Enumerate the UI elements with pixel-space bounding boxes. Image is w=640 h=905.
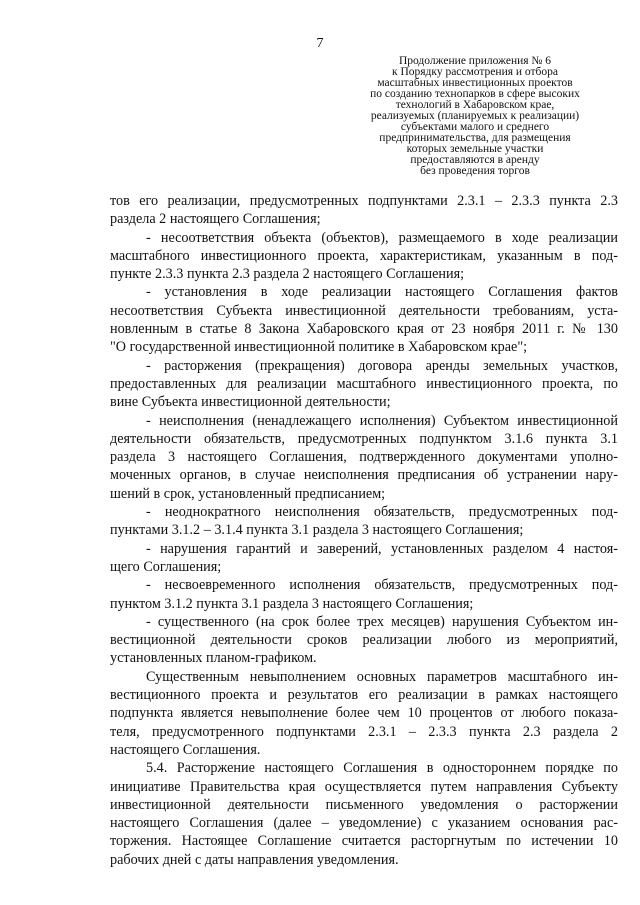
appendix-header-line: технологий в Хабаровском крае, — [395, 99, 555, 111]
paragraph-line: настоящего Соглашения (далее – уведомление) с указанием основания рас- — [110, 815, 618, 832]
paragraph-line: инициативе Правительства края осуществляется путем направления Субъекту — [110, 778, 618, 795]
paragraph-line: подпункта является невыполнение более чем 10 процентов от любого показа- — [110, 705, 618, 722]
appendix-header-line: предпринимательства, для размещения — [379, 132, 571, 144]
paragraph-line: торжения. Настоящее Соглашение считается расторгнутым по истечении 10 — [110, 833, 618, 850]
appendix-header-line: предоставляются в аренду — [410, 154, 540, 166]
appendix-header — [355, 56, 595, 177]
paragraph-line: пунктом 3.1.2 пункта 3.1 раздела 3 настоящего Соглашения; — [110, 595, 474, 612]
appendix-header-line: без проведения торгов — [420, 165, 530, 177]
paragraph-line: - установления в ходе реализации настоящего Соглашения фактов — [146, 284, 618, 301]
appendix-header-line: по созданию технопарков в сфере высоких — [370, 88, 580, 100]
paragraph-line: "О государственной инвестиционной политике в Хабаровском крае"; — [110, 339, 528, 356]
paragraph-line: масштабного инвестиционного проекта, характеристикам, указанным в под- — [110, 247, 618, 264]
document-body — [110, 192, 618, 869]
paragraph-line: шений в срок, установленный предписанием; — [110, 485, 386, 502]
appendix-header-line: реализуемых (планируемых к реализации) — [370, 110, 580, 122]
paragraph-line: вине Субъекта инвестиционной деятельности; — [110, 394, 391, 411]
paragraph-line: пунктами 3.1.2 – 3.1.4 пункта 3.1 раздела 3 настоящего Соглашения; — [110, 522, 524, 539]
paragraph-line: установленных планом-графиком. — [110, 650, 317, 667]
paragraph-line: вестиционной деятельности сроков реализации любого из мероприятий, — [110, 632, 618, 649]
paragraph-line: раздела 2 настоящего Соглашения; — [110, 211, 321, 228]
appendix-header-line: масштабных инвестиционных проектов — [377, 77, 573, 89]
paragraph-line: - несоответствия объекта (объектов), размещаемого в ходе реализации — [146, 229, 618, 246]
paragraph-line: теля, предусмотренного подпунктами 2.3.1 – 2.3.3 пункта 2.3 раздела 2 — [110, 723, 618, 740]
appendix-header-line: к Порядку рассмотрения и отбора — [392, 66, 558, 78]
paragraph-line: предоставленных для реализации масштабного инвестиционного проекта, по — [110, 375, 618, 392]
appendix-header-line: Продолжение приложения № 6 — [398, 55, 552, 67]
paragraph-line: щего Соглашения; — [110, 558, 222, 575]
paragraph-line: инвестиционной деятельности письменного уведомления о расторжении — [110, 796, 618, 813]
paragraph-line: настоящего Соглашения. — [110, 741, 261, 758]
paragraph-line: - существенного (на срок более трех месяцев) нарушения Субъектом ин- — [146, 613, 618, 630]
paragraph-line: новленным в статье 8 Закона Хабаровского края от 23 ноября 2011 г. № 130 — [110, 321, 618, 338]
paragraph-line: - неисполнения (ненадлежащего исполнения) Субъектом инвестиционной — [146, 412, 618, 429]
paragraph-line: вестиционного проекта и результатов его реализации в рамках настоящего — [110, 687, 618, 704]
page-number: 7 — [316, 36, 324, 51]
paragraph-line: - несвоевременного исполнения обязательств, предусмотренных под- — [146, 577, 618, 594]
paragraph-line: 5.4. Расторжение настоящего Соглашения в одностороннем порядке по — [146, 760, 618, 777]
appendix-header-line: которых земельные участки — [406, 143, 544, 155]
paragraph-line: - расторжения (прекращения) договора аренды земельных участков, — [146, 357, 618, 374]
paragraph-line: пункте 2.3.3 пункта 2.3 раздела 2 настоящего Соглашения; — [110, 266, 465, 283]
paragraph-line: тов его реализации, предусмотренных подпунктами 2.3.1 – 2.3.3 пункта 2.3 — [110, 193, 618, 209]
paragraph-line: раздела 3 настоящего Соглашения, подтвержденного документами уполно- — [110, 449, 618, 466]
paragraph-line: - неоднократного неисполнения обязательств, предусмотренных под- — [146, 504, 618, 521]
paragraph-line: деятельности обязательств, предусмотренных подпунктом 3.1.6 пункта 3.1 — [110, 430, 618, 447]
paragraph-line: - нарушения гарантий и заверений, установленных разделом 4 настоя- — [146, 540, 618, 557]
paragraph-line: Существенным невыполнением основных параметров масштабного ин- — [146, 668, 618, 685]
paragraph-line: рабочих дней с даты направления уведомления. — [110, 851, 399, 868]
paragraph-line: моченных органов, в случае неисполнения предписания об устранении нару- — [110, 467, 618, 484]
paragraph-line: несоответствия Субъекта инвестиционной деятельности требованиям, уста- — [110, 302, 618, 319]
appendix-header-line: субъектами малого и среднего — [400, 121, 550, 133]
